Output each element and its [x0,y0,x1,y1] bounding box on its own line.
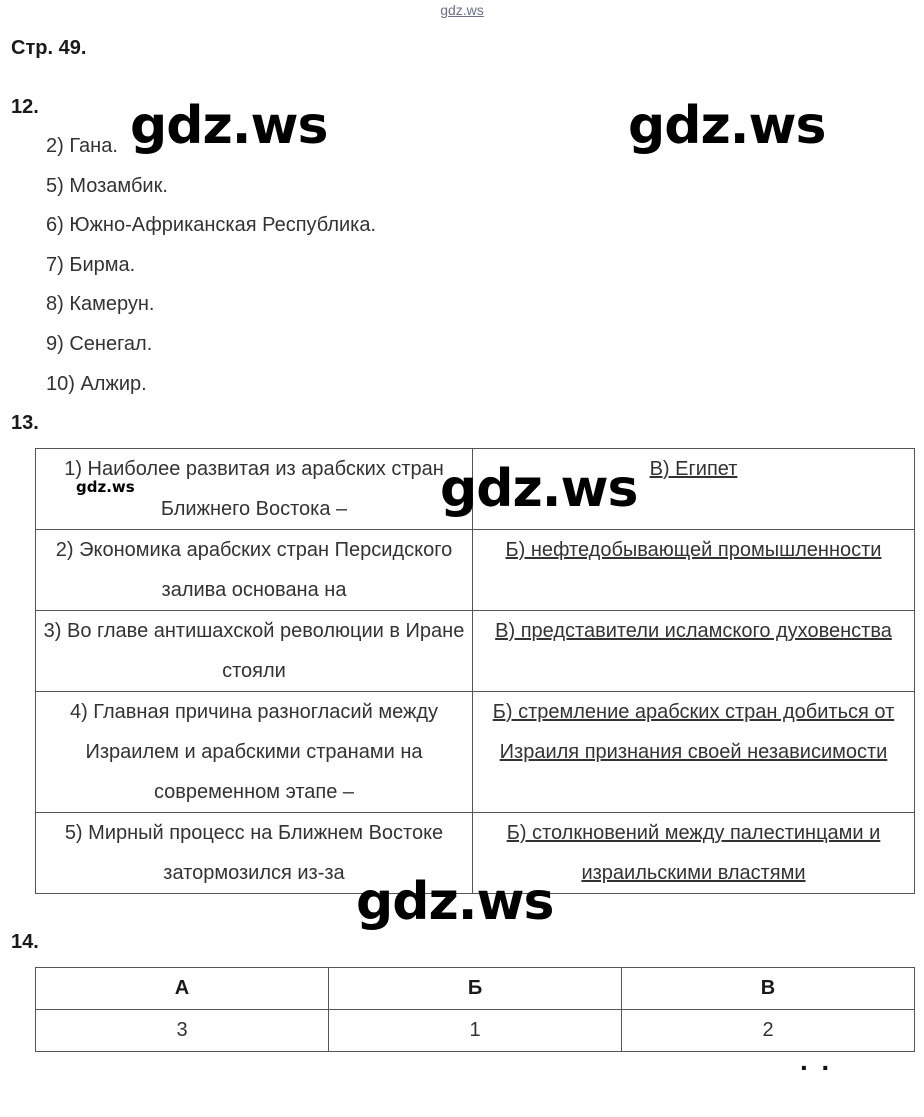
answer-text: Б) столкновений между палестинцами и израильскими властями [506,822,881,884]
task-12-item: 5) Мозамбик. [46,175,168,197]
table-row [36,611,915,692]
value-cell: 2 [622,1010,915,1052]
watermark: gdz.ws [130,96,328,156]
header-cell: Б [329,968,622,1010]
watermark: gdz.ws [356,872,554,932]
answer-cell [473,692,915,813]
question-cell: 5) Мирный процесс на Ближнем Востоке затормозился из-за [36,813,473,894]
task-14-number: 14. [11,931,39,953]
watermark-small: gdz.ws [76,478,135,496]
question-cell: 1) Наиболее развитая из арабских стран Ближнего Востока – [36,449,473,530]
answer-text: Б) нефтедобывающей промышленности [505,539,882,561]
task-12-item: 6) Южно-Африканская Республика. [46,214,377,236]
task-12-number: 12. [11,96,39,118]
answer-cell [473,611,915,692]
question-cell: 4) Главная причина разногласий между Израилем и арабскими странами на современном этапе – [36,692,473,813]
answer-cell [473,530,915,611]
task-12-item: 2) Гана. [46,135,118,157]
answer-text: В) Египет [649,458,738,480]
header-cell: А [36,968,329,1010]
table-row [36,692,915,813]
task-12-item: 7) Бирма. [46,254,136,276]
watermark: gdz.ws [440,459,638,519]
page-label: Стр. 49. [11,37,87,59]
task-12-item: 9) Сенегал. [46,333,153,355]
value-cell: 3 [36,1010,329,1052]
watermark: gdz.ws [628,96,826,156]
question-cell: 2) Экономика арабских стран Персидского залива основана на [36,530,473,611]
table-header-row [36,968,915,1010]
task-13-number: 13. [11,412,39,434]
header-cell: В [622,968,915,1010]
table-row [36,530,915,611]
task-14-table [35,967,915,1052]
table-row [36,1010,915,1052]
value-cell: 1 [329,1010,622,1052]
site-mark[interactable]: gdz.ws [440,2,484,18]
decorative-dots: ·· [800,1052,843,1083]
task-12-item: 8) Камерун. [46,293,155,315]
answer-text: Б) стремление арабских стран добиться от Израиля признания своей независимости [492,701,895,763]
task-12-item: 10) Алжир. [46,373,147,395]
answer-text: В) представители исламского духовенства [495,620,892,642]
question-cell: 3) Во главе антишахской революции в Иране стояли [36,611,473,692]
